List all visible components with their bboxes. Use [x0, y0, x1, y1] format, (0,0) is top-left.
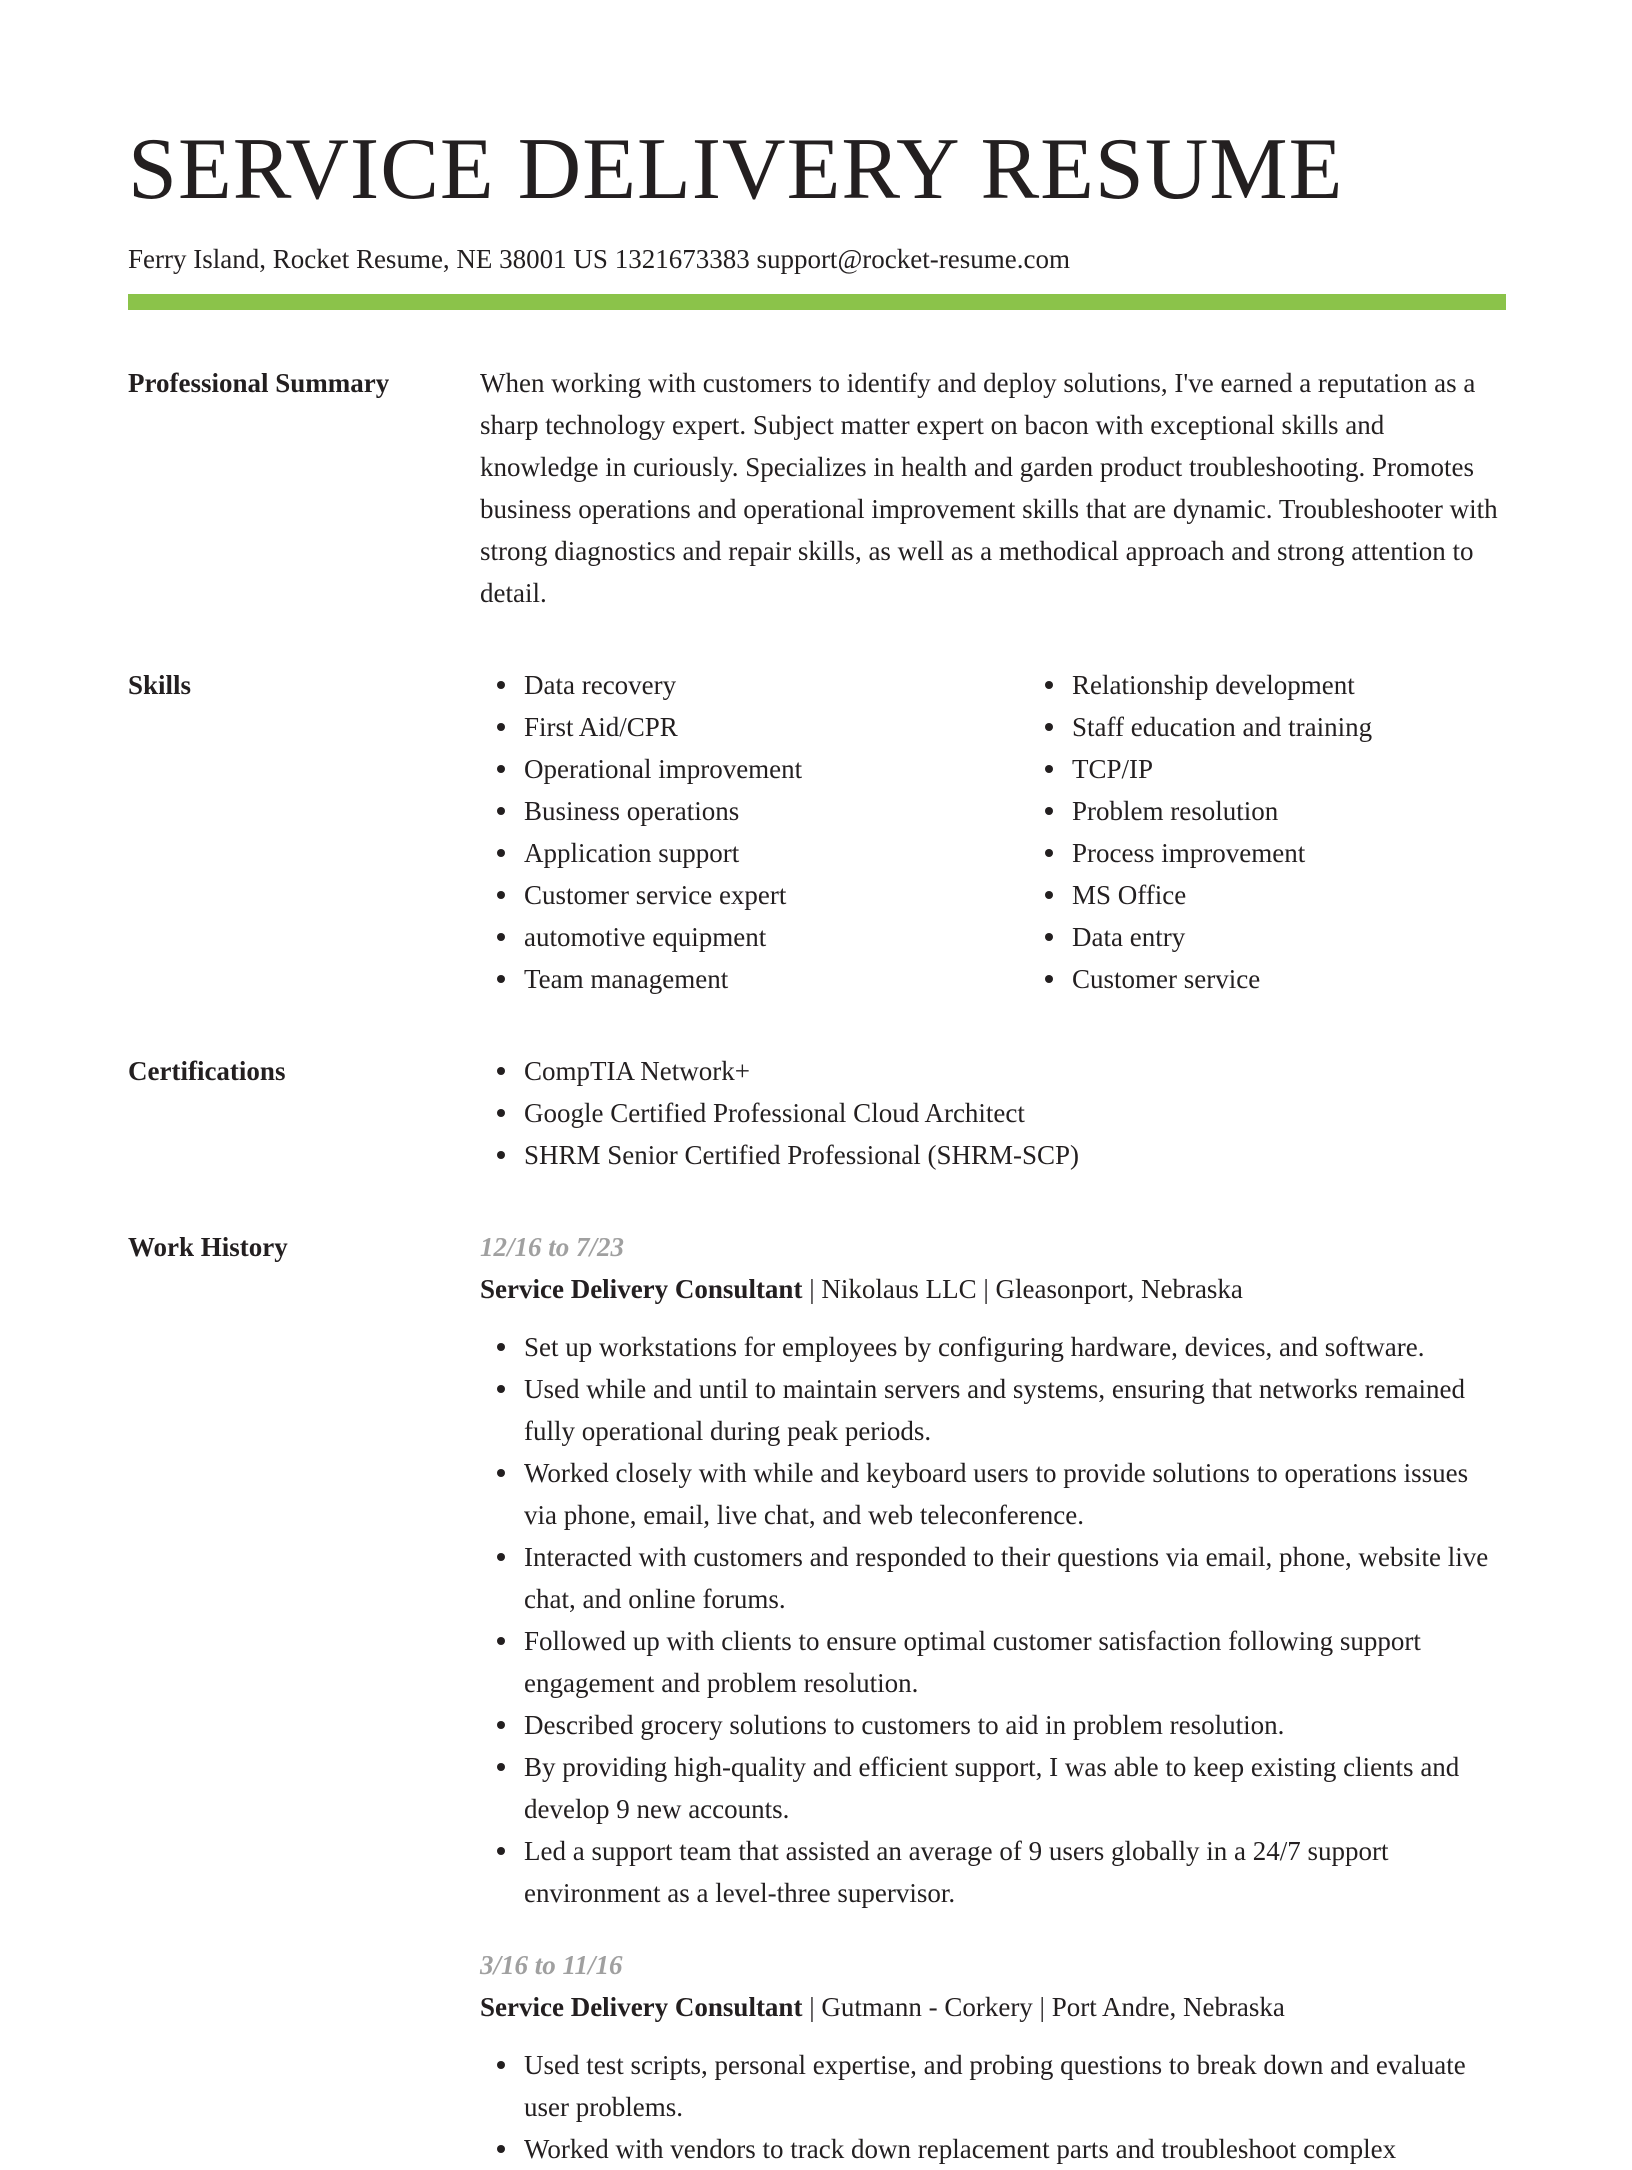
list-item: Followed up with clients to ensure optimal customer satisfaction following support engagement and problem resolution. [524, 1620, 1506, 1704]
section-title: Skills [128, 670, 192, 700]
list-item: Worked closely with while and keyboard users to provide solutions to operations issues via phone, email, live chat, and web teleconference. [524, 1452, 1506, 1536]
list-item: CompTIA Network+ [524, 1050, 1506, 1092]
contact-line [128, 242, 1506, 276]
job-bullets [480, 1326, 1506, 1914]
section-title: Professional Summary [128, 368, 390, 398]
list-item: Problem resolution [1072, 790, 1576, 832]
list-item: SHRM Senior Certified Professional (SHRM-SCP) [524, 1134, 1506, 1176]
summary-section [128, 362, 1506, 614]
list-item: First Aid/CPR [524, 706, 1028, 748]
skills-list-right [1028, 664, 1576, 1000]
section-title: Work History [128, 1232, 288, 1262]
list-item: MS Office [1072, 874, 1576, 916]
contact-phone: 1321673383 [614, 244, 750, 274]
list-item: Interacted with customers and responded to their questions via email, phone, website live chat, and online forums. [524, 1536, 1506, 1620]
skills-section [128, 664, 1506, 1000]
certifications-list [480, 1050, 1506, 1176]
work-history-section [128, 1226, 1506, 2170]
job-details: | Gutmann - Corkery | Port Andre, Nebraska [802, 1992, 1285, 2022]
list-item: Process improvement [1072, 832, 1576, 874]
job-title: Service Delivery Consultant [480, 1992, 803, 2022]
jobs-container [480, 1226, 1506, 2170]
job-entry [480, 1226, 1506, 1914]
list-item: Data entry [1072, 916, 1576, 958]
certifications-section [128, 1050, 1506, 1176]
job-heading [480, 1268, 1506, 1310]
list-item: Described grocery solutions to customers to aid in problem resolution. [524, 1704, 1506, 1746]
contact-address: Ferry Island, Rocket Resume, NE 38001 US [128, 244, 608, 274]
list-item: Used while and until to maintain servers and systems, ensuring that networks remained fully operational during peak periods. [524, 1368, 1506, 1452]
list-item: Application support [524, 832, 1028, 874]
job-dates: 12/16 to 7/23 [480, 1232, 625, 1262]
contact-email: support@rocket-resume.com [756, 244, 1070, 274]
job-details: | Nikolaus LLC | Gleasonport, Nebraska [802, 1274, 1243, 1304]
job-bullets [480, 2044, 1506, 2170]
resume-page [128, 120, 1506, 2170]
list-item: By providing high-quality and efficient support, I was able to keep existing clients and develop 9 new accounts. [524, 1746, 1506, 1830]
list-item: Staff education and training [1072, 706, 1576, 748]
skills-list-left [480, 664, 1028, 1000]
list-item: Data recovery [524, 664, 1028, 706]
list-item: TCP/IP [1072, 748, 1576, 790]
list-item: Google Certified Professional Cloud Architect [524, 1092, 1506, 1134]
section-title: Certifications [128, 1056, 286, 1086]
summary-text: When working with customers to identify and deploy solutions, I've earned a reputation as a sharp technology expert. Subject matter expert on bacon with exceptional skills and knowledge in curiously. Specializes in health and garden product troubleshooting. Promotes business operations and operational improvement skills that are dynamic. Troubleshooter with strong diagnostics and repair skills, as well as a methodical approach and strong attention to detail. [480, 368, 1498, 608]
job-title: Service Delivery Consultant [480, 1274, 803, 1304]
list-item: Operational improvement [524, 748, 1028, 790]
list-item: Set up workstations for employees by configuring hardware, devices, and software. [524, 1326, 1506, 1368]
resume-name: SERVICE DELIVERY RESUME [128, 121, 1344, 218]
list-item: Business operations [524, 790, 1028, 832]
list-item: Customer service [1072, 958, 1576, 1000]
list-item: Led a support team that assisted an average of 9 users globally in a 24/7 support environment as a level-three supervisor. [524, 1830, 1506, 1914]
list-item: Team management [524, 958, 1028, 1000]
header-divider [128, 294, 1506, 310]
list-item: Customer service expert [524, 874, 1028, 916]
job-heading [480, 1986, 1506, 2028]
list-item: automotive equipment [524, 916, 1028, 958]
job-entry [480, 1944, 1506, 2170]
list-item: Worked with vendors to track down replacement parts and troubleshoot complex [524, 2128, 1506, 2170]
list-item: Used test scripts, personal expertise, and probing questions to break down and evaluate user problems. [524, 2044, 1506, 2128]
job-dates: 3/16 to 11/16 [480, 1950, 623, 1980]
list-item: Relationship development [1072, 664, 1576, 706]
